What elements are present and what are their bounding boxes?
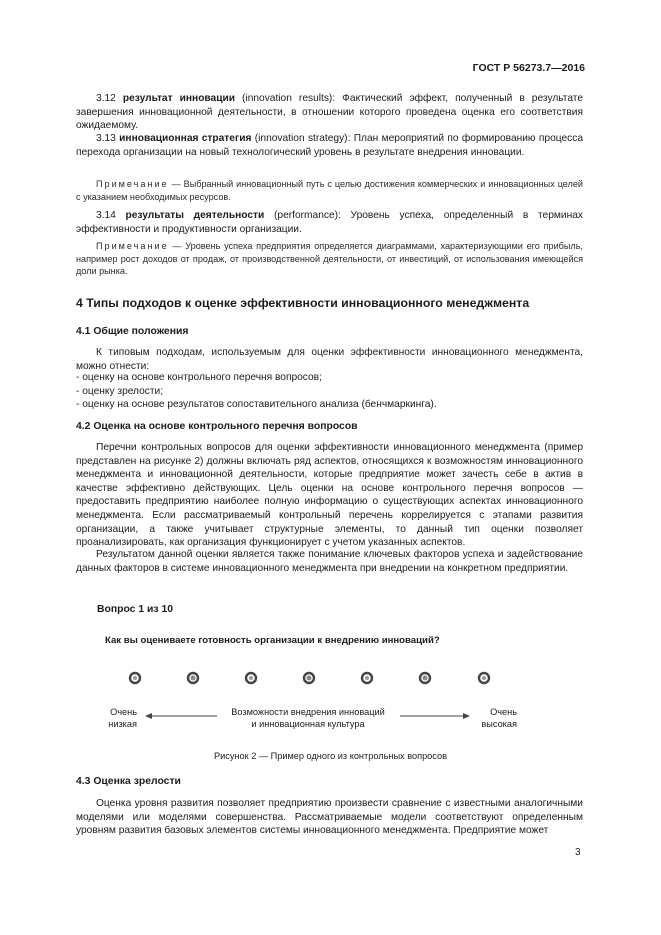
scale-middle-label (222, 706, 394, 730)
def-term: результат инновации (122, 93, 235, 104)
scale-low-line-2: низкая (108, 719, 137, 729)
scale-mid-line-2: и инновационная культура (251, 719, 365, 729)
scale-high-line-1: Очень (490, 707, 517, 717)
question-counter: Вопрос 1 из 10 (97, 604, 174, 615)
section-4-1-intro: К типовым подходам, используемым для оценки эффективности инновационного менеджмента, можно отнести: (76, 347, 583, 372)
list-item: - оценку на основе контрольного перечня вопросов; (76, 372, 322, 383)
section-4-2-paragraph: Результатом данной оценки является также понимание ключевых факторов успеха и задействование данных факторов в системе инновационного менеджмента при внедрении на конкретном предприятии. (76, 549, 583, 574)
section-4-1-title: 4.1 Общие положения (76, 326, 189, 337)
list-item: - оценку зрелости; (76, 386, 164, 397)
scale-high-line-2: высокая (481, 719, 517, 729)
def-number: 3.13 (96, 133, 116, 144)
def-text: (performance): Уровень успеха, определенный в терминах эффективности и продуктивности организации. (76, 210, 583, 235)
def-term: инновационная стратегия (119, 133, 252, 144)
section-4-2-paragraph: Перечни контрольных вопросов для оценки эффективности инновационного менеджмента (пример представлен на рисунке 2) должны включать ряд аспектов, относящихся к возможностям инновационного менеджмента и инновационной деятельности, которые предприятие может зачесть себе в актив в качестве эффективно действующих. Цель оценки на основе контрольного перечня вопросов — предоставить предприятию наиболее полную информацию о существующих аспектах инновационного менеджмента. Если рассматриваемый контрольный перечень коррелируется с этапами развития организации, а также учитывает структурные элементы, то данный тип оценки позволяет проанализировать, как организация функционирует с учетом указанных аспектов. (76, 442, 583, 549)
rating-option-6 (420, 673, 430, 683)
scale-high-label (470, 706, 517, 730)
note-text: — Выбранный инновационный путь с целью достижения коммерческих и инновационных целей с указанием необходимых ресурсов. (76, 179, 583, 202)
right-arrow (400, 713, 470, 719)
rating-option-7 (479, 673, 489, 683)
rating-scale-options (130, 673, 489, 683)
document-code: ГОСТ Р 56273.7—2016 (472, 62, 585, 74)
section-4-2-title: 4.2 Оценка на основе контрольного перечня вопросов (76, 421, 358, 432)
def-number: 3.12 (96, 93, 116, 104)
list-item: - оценку на основе результатов сопоставительного анализа (бенчмаркинга). (76, 399, 437, 410)
rating-option-3 (246, 673, 256, 683)
def-number: 3.14 (96, 210, 116, 221)
section-4-3-title: 4.3 Оценка зрелости (76, 776, 181, 787)
note-label: Примечание (96, 241, 169, 251)
scale-low-label (100, 706, 137, 730)
question-text: Как вы оцениваете готовность организации к внедрению инноваций? (105, 635, 440, 646)
page-number: 3 (575, 847, 581, 858)
scale-low-line-1: Очень (110, 707, 137, 717)
rating-option-5 (362, 673, 372, 683)
section-4-3-paragraph: Оценка уровня развития позволяет предприятию произвести сравнение с известными аналогичными моделями или моделями совершенства. Рассматриваемые модели соответствуют определенным уровням развития базовых элементов системы инновационного менеджмента. Предприятие может (76, 798, 583, 837)
section-4-title: 4 Типы подходов к оценке эффективности инновационного менеджмента (76, 296, 530, 310)
scale-mid-line-1: Возможности внедрения инноваций (231, 707, 385, 717)
note-text: — Уровень успеха предприятия определяется диаграммами, характеризующими его прибыль, например рост доходов от продаж, от производственной деятельности, от инвестиций, от использования имеющейся доли рынка. (76, 241, 583, 276)
figure-caption: Рисунок 2 — Пример одного из контрольных вопросов (214, 751, 447, 761)
rating-option-4 (304, 673, 314, 683)
def-text: (innovation results): Фактический эффект, полученный в результате завершения инновационной деятельности, в отношении которого проведена оценка его соответствия ожидаемому. (76, 93, 583, 132)
def-term: результаты деятельности (125, 210, 265, 221)
note-label: Примечание (96, 179, 169, 189)
rating-option-1 (130, 673, 140, 683)
def-text: (innovation strategy): План мероприятий по формированию процесса перехода организации на новый технологический уровень в результате внедрения инновации. (76, 133, 583, 158)
rating-option-2 (188, 673, 198, 683)
left-arrow (145, 713, 217, 719)
